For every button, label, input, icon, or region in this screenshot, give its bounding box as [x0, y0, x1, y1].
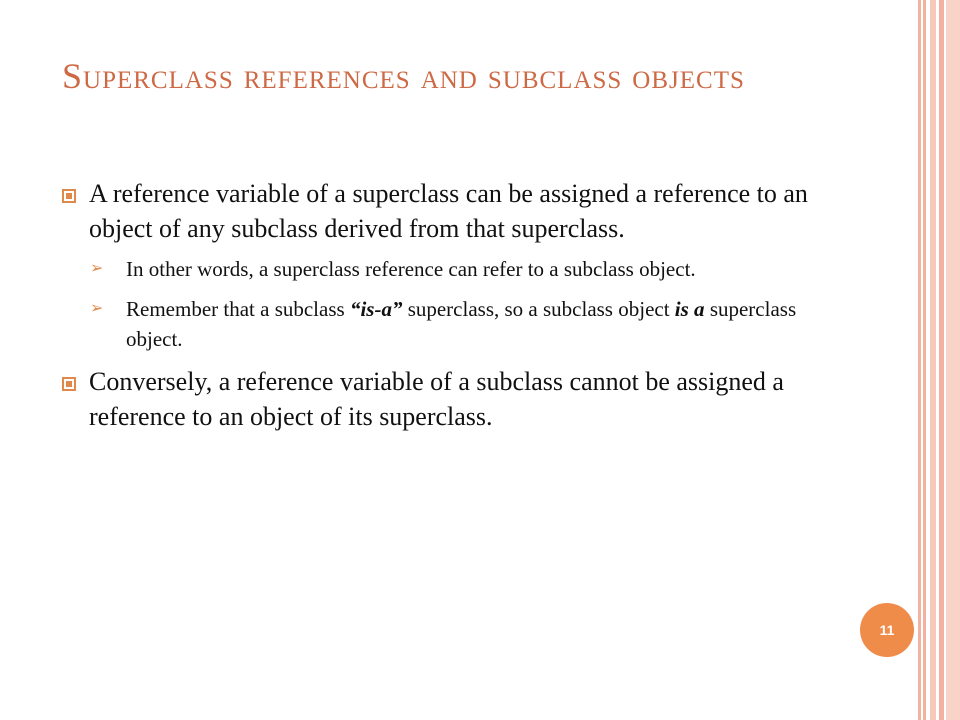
- text-run: superclass object.: [126, 297, 797, 351]
- sub-bullet-item: [90, 254, 832, 284]
- bullet-item: [62, 364, 832, 434]
- bullet-text: A reference variable of a superclass can be assigned a reference to an object of any subclass derived from that superclass.: [89, 179, 808, 243]
- bullet-item: [62, 176, 832, 246]
- bullet-text: Conversely, a reference variable of a subclass cannot be assigned a reference to an object of its superclass.: [89, 367, 784, 431]
- arrow-bullet-icon: ➢: [90, 300, 104, 317]
- text-run: superclass, so a subclass object: [402, 297, 675, 321]
- sub-bullet-text: In other words, a superclass reference can refer to a subclass object.: [126, 257, 696, 281]
- arrow-bullet-icon: ➢: [90, 260, 104, 277]
- emphasis-is-a: “is-a”: [349, 297, 403, 321]
- sub-bullet-text: [126, 297, 796, 351]
- decorative-side-stripes: [918, 0, 960, 720]
- emphasis-is-a-plain: is a: [674, 297, 705, 321]
- slide-content: [62, 176, 832, 442]
- text-run: Remember that a subclass: [126, 297, 350, 321]
- sub-bullet-item: [90, 294, 832, 354]
- square-bullet-icon: [62, 189, 76, 203]
- slide-title: Superclass references and subclass objects: [62, 56, 745, 96]
- page-number-badge: 11: [860, 603, 914, 657]
- square-bullet-icon: [62, 377, 76, 391]
